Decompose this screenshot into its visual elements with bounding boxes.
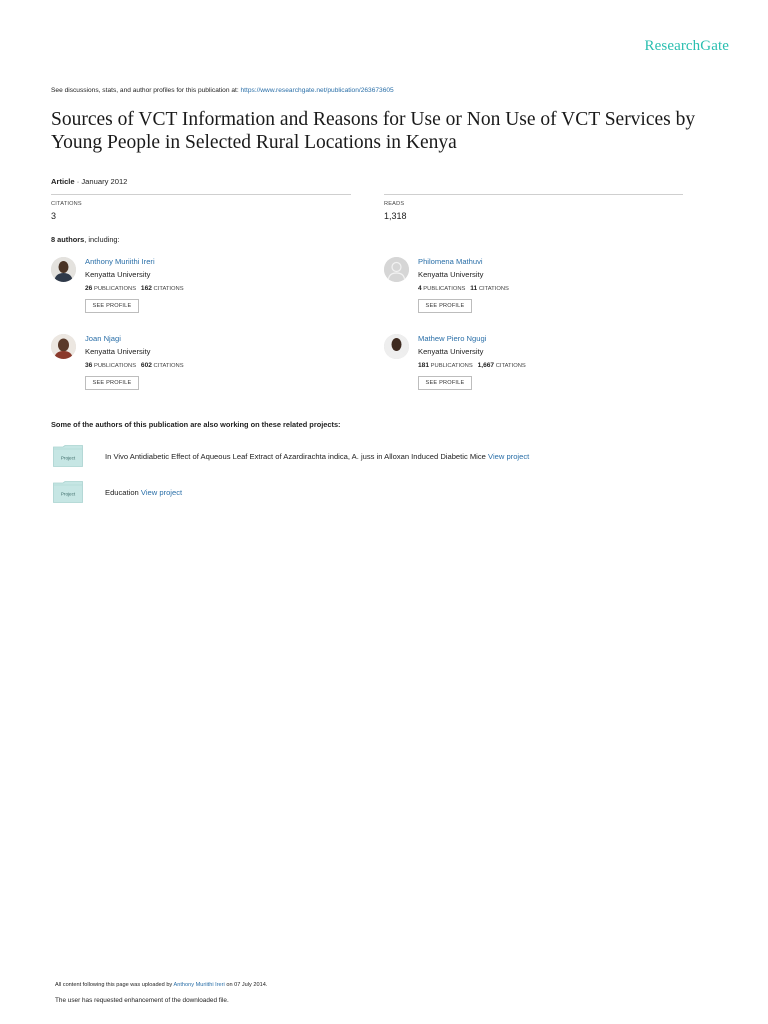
- avatar[interactable]: [51, 257, 76, 282]
- publication-date: · January 2012: [74, 177, 128, 186]
- researchgate-logo[interactable]: ResearchGate: [644, 38, 729, 54]
- author-card: [51, 334, 351, 398]
- author-stats: [85, 362, 184, 369]
- author-name[interactable]: Anthony Muriithi Ireri: [85, 257, 155, 266]
- avatar[interactable]: [384, 334, 409, 359]
- citation-count: 602: [140, 362, 152, 369]
- citation-count: 1,667: [477, 362, 495, 369]
- authors-suffix: , including:: [84, 235, 120, 244]
- author-card: [51, 257, 351, 321]
- see-profile-button[interactable]: SEE PROFILE: [418, 376, 472, 390]
- publications-label: PUBLICATIONS: [430, 363, 473, 369]
- view-project-link[interactable]: View project: [488, 452, 530, 461]
- citations-value: 3: [51, 211, 57, 221]
- project-item: [105, 488, 182, 497]
- publications-label: PUBLICATIONS: [93, 286, 137, 292]
- publications-label: PUBLICATIONS: [423, 286, 466, 292]
- see-profile-button[interactable]: SEE PROFILE: [85, 376, 139, 390]
- uploader-link[interactable]: Anthony Muriithi Ireri: [173, 982, 225, 988]
- author-institution: Kenyatta University: [418, 270, 484, 279]
- author-name[interactable]: Joan Njagi: [85, 334, 121, 343]
- project-title: Education: [105, 488, 141, 497]
- citation-count: 11: [470, 285, 478, 292]
- reads-label: READS: [384, 201, 405, 207]
- reads-divider: [384, 194, 683, 195]
- citations-divider: [51, 194, 351, 195]
- avatar[interactable]: [51, 334, 76, 359]
- citations-label: CITATIONS: [153, 286, 184, 292]
- see-profile-button[interactable]: SEE PROFILE: [418, 299, 472, 313]
- author-card: [384, 334, 684, 398]
- enhancement-note: The user has requested enhancement of the downloaded file.: [55, 997, 229, 1004]
- authors-count: 8 authors: [51, 235, 85, 244]
- project-item: [105, 452, 529, 461]
- citations-label: CITATIONS: [153, 363, 184, 369]
- title-line-2: Young People in Selected Rural Locations in Kenya: [51, 132, 457, 153]
- author-institution: Kenyatta University: [418, 347, 484, 356]
- project-icon-label: Project: [60, 455, 76, 461]
- upload-prefix: All content following this page was uploaded by: [55, 982, 174, 988]
- avatar-placeholder-icon[interactable]: [384, 257, 409, 282]
- authors-summary: [51, 235, 120, 244]
- publication-count: 26: [85, 285, 93, 292]
- citation-count: 162: [140, 285, 152, 292]
- see-profile-button[interactable]: SEE PROFILE: [85, 299, 139, 313]
- publication-link[interactable]: https://www.researchgate.net/publication/263673605: [240, 87, 394, 94]
- publication-meta: [51, 177, 127, 186]
- publication-type: Article: [51, 177, 75, 186]
- related-projects-heading: Some of the authors of this publication are also working on these related projects:: [51, 420, 341, 429]
- publication-count: 36: [85, 362, 93, 369]
- citations-label: CITATIONS: [51, 201, 82, 207]
- publication-title: [51, 108, 741, 154]
- author-stats: [85, 285, 184, 292]
- author-name[interactable]: Philomena Mathuvi: [418, 257, 483, 266]
- publications-label: PUBLICATIONS: [93, 363, 137, 369]
- discussion-prefix: See discussions, stats, and author profiles for this publication at:: [51, 87, 241, 94]
- project-folder-icon: [53, 445, 83, 466]
- author-stats: [418, 285, 509, 292]
- upload-suffix: on 07 July 2014.: [224, 982, 268, 988]
- author-institution: Kenyatta University: [85, 270, 151, 279]
- publication-count: 4: [418, 285, 422, 292]
- discussion-line: [51, 87, 394, 94]
- publication-count: 181: [418, 362, 430, 369]
- project-icon-label: Project: [60, 491, 76, 497]
- author-name[interactable]: Mathew Piero Ngugi: [418, 334, 487, 343]
- project-folder-icon: [53, 481, 83, 502]
- citations-label: CITATIONS: [495, 363, 526, 369]
- title-line-1: Sources of VCT Information and Reasons for Use or Non Use of VCT Services by: [51, 109, 696, 130]
- author-card: [384, 257, 684, 321]
- reads-value: 1,318: [384, 211, 407, 221]
- citations-label: CITATIONS: [478, 286, 509, 292]
- view-project-link[interactable]: View project: [140, 488, 183, 497]
- author-stats: [418, 362, 526, 369]
- author-institution: Kenyatta University: [85, 347, 151, 356]
- upload-note: [55, 982, 267, 988]
- project-title: In Vivo Antidiabetic Effect of Aqueous Leaf Extract of Azardirachta indica, A. juss in Alloxan Induced Diabetic Mice: [105, 452, 489, 461]
